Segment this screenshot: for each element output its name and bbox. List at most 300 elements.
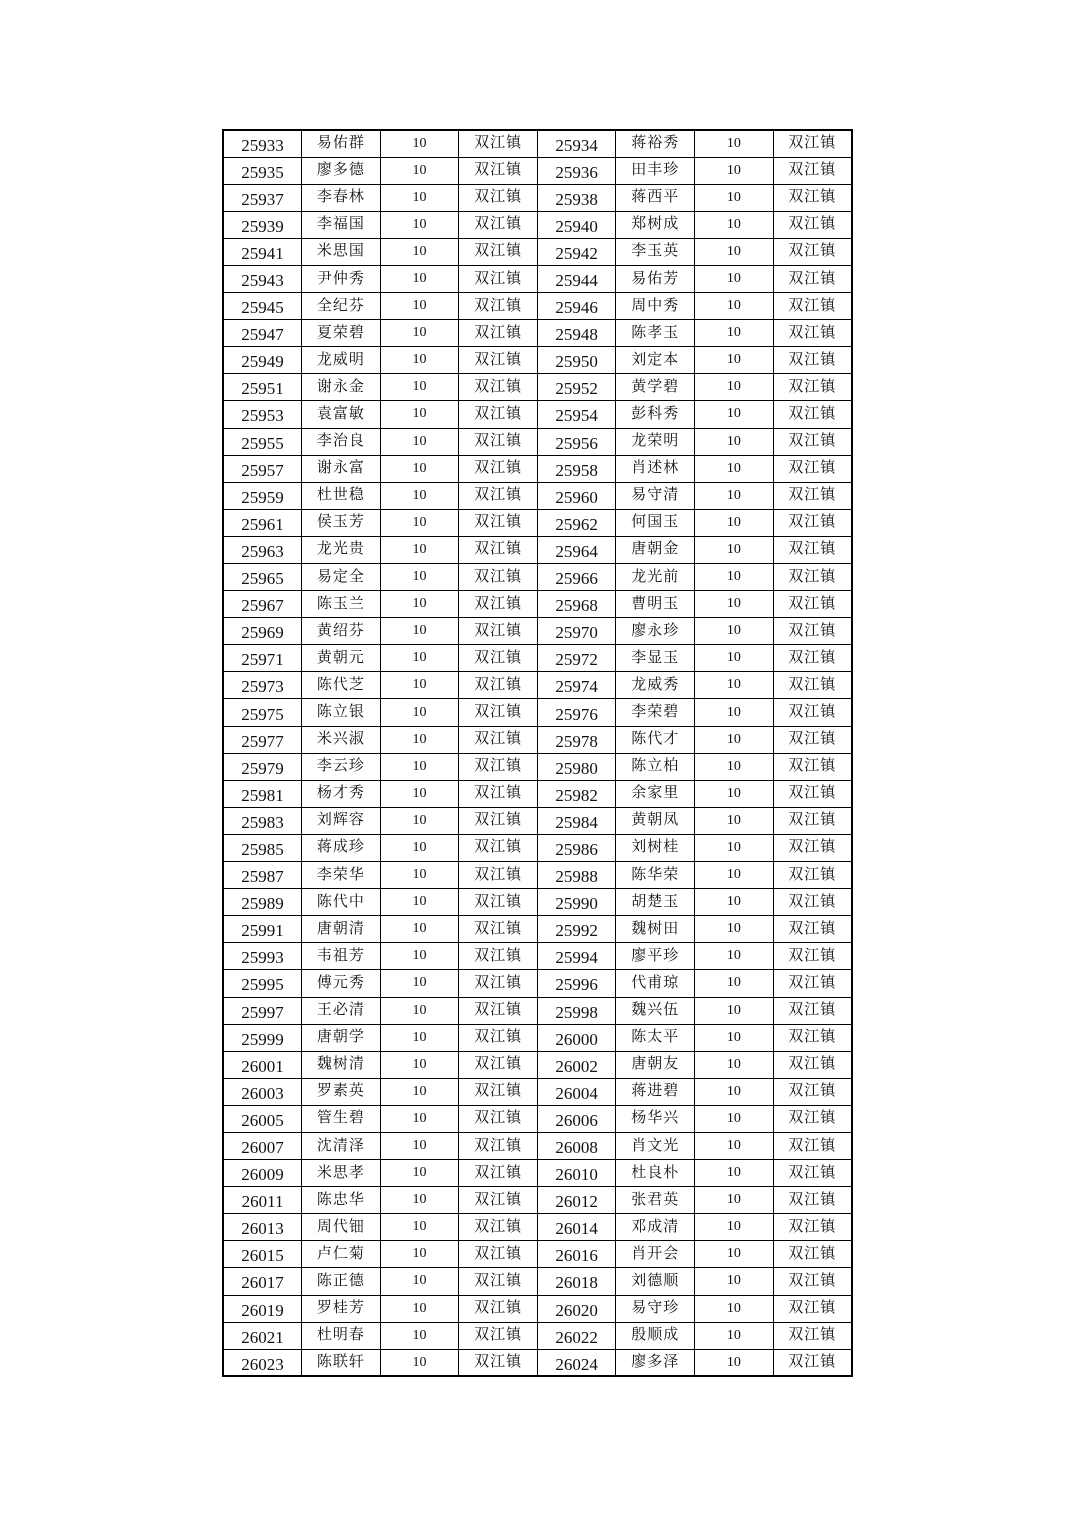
- right-quantity-cell: 10: [695, 1160, 774, 1187]
- left-record-id-cell: 25995: [223, 970, 302, 997]
- table-row: [223, 970, 852, 997]
- table-row: [223, 618, 852, 645]
- right-record-id-cell: 26018: [537, 1268, 616, 1295]
- right-record-id-cell: 25958: [537, 455, 616, 482]
- right-record-id-cell: 25986: [537, 834, 616, 861]
- right-town-cell: 双江镇: [773, 1105, 852, 1132]
- right-town-cell: 双江镇: [773, 374, 852, 401]
- right-person-name-cell: 蒋裕秀: [616, 130, 695, 157]
- left-town-cell: 双江镇: [459, 1187, 538, 1214]
- right-person-name-cell: 陈代才: [616, 726, 695, 753]
- left-town-cell: 双江镇: [459, 238, 538, 265]
- right-record-id-cell: 25988: [537, 862, 616, 889]
- left-quantity-cell: 10: [380, 1322, 459, 1349]
- right-town-cell: 双江镇: [773, 1322, 852, 1349]
- right-town-cell: 双江镇: [773, 862, 852, 889]
- left-record-id-cell: 25969: [223, 618, 302, 645]
- left-quantity-cell: 10: [380, 1132, 459, 1159]
- left-person-name-cell: 王必清: [302, 997, 381, 1024]
- right-quantity-cell: 10: [695, 997, 774, 1024]
- left-record-id-cell: 25943: [223, 265, 302, 292]
- right-person-name-cell: 邓成清: [616, 1214, 695, 1241]
- right-person-name-cell: 陈孝玉: [616, 320, 695, 347]
- right-quantity-cell: 10: [695, 753, 774, 780]
- right-quantity-cell: 10: [695, 1268, 774, 1295]
- left-person-name-cell: 易佑群: [302, 130, 381, 157]
- left-town-cell: 双江镇: [459, 780, 538, 807]
- right-quantity-cell: 10: [695, 1051, 774, 1078]
- right-record-id-cell: 25976: [537, 699, 616, 726]
- right-record-id-cell: 26024: [537, 1349, 616, 1376]
- left-person-name-cell: 刘辉容: [302, 807, 381, 834]
- left-record-id-cell: 25947: [223, 320, 302, 347]
- left-person-name-cell: 陈玉兰: [302, 591, 381, 618]
- left-person-name-cell: 管生碧: [302, 1105, 381, 1132]
- right-quantity-cell: 10: [695, 916, 774, 943]
- left-quantity-cell: 10: [380, 265, 459, 292]
- table-row: [223, 374, 852, 401]
- right-person-name-cell: 代甫琼: [616, 970, 695, 997]
- right-record-id-cell: 26020: [537, 1295, 616, 1322]
- table-row: [223, 347, 852, 374]
- left-record-id-cell: 25981: [223, 780, 302, 807]
- left-town-cell: 双江镇: [459, 726, 538, 753]
- right-person-name-cell: 杨华兴: [616, 1105, 695, 1132]
- right-quantity-cell: 10: [695, 509, 774, 536]
- right-quantity-cell: 10: [695, 726, 774, 753]
- right-record-id-cell: 25978: [537, 726, 616, 753]
- left-town-cell: 双江镇: [459, 428, 538, 455]
- left-town-cell: 双江镇: [459, 157, 538, 184]
- right-record-id-cell: 25960: [537, 482, 616, 509]
- right-person-name-cell: 余家里: [616, 780, 695, 807]
- left-quantity-cell: 10: [380, 293, 459, 320]
- right-record-id-cell: 25952: [537, 374, 616, 401]
- table-row: [223, 1160, 852, 1187]
- left-person-name-cell: 陈代中: [302, 889, 381, 916]
- right-quantity-cell: 10: [695, 482, 774, 509]
- roster-table: [222, 129, 853, 1377]
- table-row: [223, 672, 852, 699]
- table-row: [223, 238, 852, 265]
- right-record-id-cell: 25934: [537, 130, 616, 157]
- right-record-id-cell: 25956: [537, 428, 616, 455]
- right-quantity-cell: 10: [695, 1132, 774, 1159]
- right-record-id-cell: 25942: [537, 238, 616, 265]
- left-person-name-cell: 杨才秀: [302, 780, 381, 807]
- left-quantity-cell: 10: [380, 834, 459, 861]
- left-town-cell: 双江镇: [459, 1051, 538, 1078]
- table-row: [223, 509, 852, 536]
- right-record-id-cell: 25982: [537, 780, 616, 807]
- right-person-name-cell: 唐朝金: [616, 536, 695, 563]
- table-row: [223, 157, 852, 184]
- left-quantity-cell: 10: [380, 889, 459, 916]
- left-person-name-cell: 龙光贵: [302, 536, 381, 563]
- left-quantity-cell: 10: [380, 1051, 459, 1078]
- left-person-name-cell: 谢永富: [302, 455, 381, 482]
- right-quantity-cell: 10: [695, 428, 774, 455]
- right-quantity-cell: 10: [695, 943, 774, 970]
- right-record-id-cell: 26008: [537, 1132, 616, 1159]
- left-record-id-cell: 25967: [223, 591, 302, 618]
- right-person-name-cell: 龙光前: [616, 564, 695, 591]
- left-person-name-cell: 龙威明: [302, 347, 381, 374]
- left-town-cell: 双江镇: [459, 211, 538, 238]
- right-quantity-cell: 10: [695, 672, 774, 699]
- right-record-id-cell: 25946: [537, 293, 616, 320]
- left-record-id-cell: 25935: [223, 157, 302, 184]
- table-row: [223, 1078, 852, 1105]
- right-person-name-cell: 肖文光: [616, 1132, 695, 1159]
- left-record-id-cell: 26023: [223, 1349, 302, 1376]
- table-row: [223, 726, 852, 753]
- right-town-cell: 双江镇: [773, 347, 852, 374]
- right-quantity-cell: 10: [695, 1187, 774, 1214]
- left-quantity-cell: 10: [380, 645, 459, 672]
- table-row: [223, 428, 852, 455]
- right-record-id-cell: 25936: [537, 157, 616, 184]
- left-town-cell: 双江镇: [459, 699, 538, 726]
- table-row: [223, 265, 852, 292]
- table-row: [223, 916, 852, 943]
- left-record-id-cell: 25965: [223, 564, 302, 591]
- left-person-name-cell: 蒋成珍: [302, 834, 381, 861]
- right-town-cell: 双江镇: [773, 726, 852, 753]
- right-town-cell: 双江镇: [773, 916, 852, 943]
- right-quantity-cell: 10: [695, 1078, 774, 1105]
- left-record-id-cell: 26021: [223, 1322, 302, 1349]
- left-quantity-cell: 10: [380, 591, 459, 618]
- left-quantity-cell: 10: [380, 862, 459, 889]
- left-record-id-cell: 26009: [223, 1160, 302, 1187]
- right-record-id-cell: 26012: [537, 1187, 616, 1214]
- table-row: [223, 1187, 852, 1214]
- right-person-name-cell: 李显玉: [616, 645, 695, 672]
- left-record-id-cell: 26019: [223, 1295, 302, 1322]
- left-town-cell: 双江镇: [459, 1322, 538, 1349]
- left-quantity-cell: 10: [380, 1105, 459, 1132]
- right-person-name-cell: 龙荣明: [616, 428, 695, 455]
- right-town-cell: 双江镇: [773, 834, 852, 861]
- left-person-name-cell: 罗桂芳: [302, 1295, 381, 1322]
- left-record-id-cell: 25933: [223, 130, 302, 157]
- right-town-cell: 双江镇: [773, 130, 852, 157]
- left-town-cell: 双江镇: [459, 265, 538, 292]
- left-quantity-cell: 10: [380, 916, 459, 943]
- left-record-id-cell: 25993: [223, 943, 302, 970]
- right-person-name-cell: 曹明玉: [616, 591, 695, 618]
- table-row: [223, 699, 852, 726]
- right-person-name-cell: 蒋进碧: [616, 1078, 695, 1105]
- left-person-name-cell: 李治良: [302, 428, 381, 455]
- left-town-cell: 双江镇: [459, 834, 538, 861]
- left-town-cell: 双江镇: [459, 374, 538, 401]
- left-town-cell: 双江镇: [459, 509, 538, 536]
- left-quantity-cell: 10: [380, 1160, 459, 1187]
- left-town-cell: 双江镇: [459, 807, 538, 834]
- left-town-cell: 双江镇: [459, 130, 538, 157]
- roster-table-body: [223, 130, 852, 1376]
- right-record-id-cell: 25984: [537, 807, 616, 834]
- right-person-name-cell: 廖永珍: [616, 618, 695, 645]
- right-town-cell: 双江镇: [773, 428, 852, 455]
- left-person-name-cell: 尹仲秀: [302, 265, 381, 292]
- right-town-cell: 双江镇: [773, 1132, 852, 1159]
- right-person-name-cell: 彭科秀: [616, 401, 695, 428]
- left-record-id-cell: 25955: [223, 428, 302, 455]
- right-record-id-cell: 25962: [537, 509, 616, 536]
- left-person-name-cell: 李荣华: [302, 862, 381, 889]
- left-town-cell: 双江镇: [459, 916, 538, 943]
- right-town-cell: 双江镇: [773, 1295, 852, 1322]
- left-person-name-cell: 杜世稳: [302, 482, 381, 509]
- right-quantity-cell: 10: [695, 834, 774, 861]
- left-record-id-cell: 25941: [223, 238, 302, 265]
- left-quantity-cell: 10: [380, 943, 459, 970]
- right-town-cell: 双江镇: [773, 455, 852, 482]
- right-record-id-cell: 26010: [537, 1160, 616, 1187]
- right-record-id-cell: 25948: [537, 320, 616, 347]
- right-town-cell: 双江镇: [773, 1349, 852, 1376]
- right-person-name-cell: 蒋西平: [616, 184, 695, 211]
- right-record-id-cell: 25992: [537, 916, 616, 943]
- right-town-cell: 双江镇: [773, 401, 852, 428]
- table-row: [223, 645, 852, 672]
- table-row: [223, 1295, 852, 1322]
- right-town-cell: 双江镇: [773, 699, 852, 726]
- right-person-name-cell: 肖开会: [616, 1241, 695, 1268]
- right-person-name-cell: 肖述林: [616, 455, 695, 482]
- left-quantity-cell: 10: [380, 1268, 459, 1295]
- left-quantity-cell: 10: [380, 672, 459, 699]
- right-record-id-cell: 26014: [537, 1214, 616, 1241]
- left-record-id-cell: 25959: [223, 482, 302, 509]
- table-row: [223, 1132, 852, 1159]
- left-quantity-cell: 10: [380, 1295, 459, 1322]
- left-person-name-cell: 罗素英: [302, 1078, 381, 1105]
- right-quantity-cell: 10: [695, 1024, 774, 1051]
- right-person-name-cell: 刘德顺: [616, 1268, 695, 1295]
- right-town-cell: 双江镇: [773, 889, 852, 916]
- left-person-name-cell: 袁富敏: [302, 401, 381, 428]
- left-quantity-cell: 10: [380, 157, 459, 184]
- left-record-id-cell: 25985: [223, 834, 302, 861]
- left-quantity-cell: 10: [380, 320, 459, 347]
- left-person-name-cell: 唐朝学: [302, 1024, 381, 1051]
- left-person-name-cell: 韦祖芳: [302, 943, 381, 970]
- table-row: [223, 1051, 852, 1078]
- right-town-cell: 双江镇: [773, 645, 852, 672]
- left-quantity-cell: 10: [380, 807, 459, 834]
- left-quantity-cell: 10: [380, 699, 459, 726]
- left-person-name-cell: 谢永金: [302, 374, 381, 401]
- right-town-cell: 双江镇: [773, 293, 852, 320]
- left-record-id-cell: 26017: [223, 1268, 302, 1295]
- left-person-name-cell: 魏树清: [302, 1051, 381, 1078]
- left-quantity-cell: 10: [380, 1349, 459, 1376]
- right-quantity-cell: 10: [695, 1214, 774, 1241]
- left-record-id-cell: 25975: [223, 699, 302, 726]
- left-record-id-cell: 26007: [223, 1132, 302, 1159]
- table-row: [223, 401, 852, 428]
- right-person-name-cell: 郑树成: [616, 211, 695, 238]
- left-person-name-cell: 米兴淑: [302, 726, 381, 753]
- right-town-cell: 双江镇: [773, 807, 852, 834]
- table-row: [223, 130, 852, 157]
- right-town-cell: 双江镇: [773, 618, 852, 645]
- right-person-name-cell: 廖平珍: [616, 943, 695, 970]
- right-record-id-cell: 26006: [537, 1105, 616, 1132]
- right-person-name-cell: 唐朝友: [616, 1051, 695, 1078]
- table-row: [223, 482, 852, 509]
- right-person-name-cell: 黄朝凤: [616, 807, 695, 834]
- right-record-id-cell: 25994: [537, 943, 616, 970]
- left-town-cell: 双江镇: [459, 536, 538, 563]
- left-town-cell: 双江镇: [459, 401, 538, 428]
- left-town-cell: 双江镇: [459, 320, 538, 347]
- left-record-id-cell: 26001: [223, 1051, 302, 1078]
- left-town-cell: 双江镇: [459, 1105, 538, 1132]
- left-town-cell: 双江镇: [459, 1214, 538, 1241]
- left-record-id-cell: 25977: [223, 726, 302, 753]
- left-record-id-cell: 25963: [223, 536, 302, 563]
- right-town-cell: 双江镇: [773, 564, 852, 591]
- left-record-id-cell: 25961: [223, 509, 302, 536]
- left-quantity-cell: 10: [380, 374, 459, 401]
- table-row: [223, 862, 852, 889]
- left-person-name-cell: 傅元秀: [302, 970, 381, 997]
- left-town-cell: 双江镇: [459, 862, 538, 889]
- right-record-id-cell: 25996: [537, 970, 616, 997]
- right-town-cell: 双江镇: [773, 1051, 852, 1078]
- left-town-cell: 双江镇: [459, 482, 538, 509]
- right-person-name-cell: 杜良朴: [616, 1160, 695, 1187]
- left-quantity-cell: 10: [380, 997, 459, 1024]
- right-town-cell: 双江镇: [773, 1214, 852, 1241]
- right-quantity-cell: 10: [695, 320, 774, 347]
- right-person-name-cell: 龙威秀: [616, 672, 695, 699]
- right-person-name-cell: 胡楚玉: [616, 889, 695, 916]
- right-quantity-cell: 10: [695, 970, 774, 997]
- table-row: [223, 753, 852, 780]
- left-quantity-cell: 10: [380, 238, 459, 265]
- left-town-cell: 双江镇: [459, 293, 538, 320]
- right-record-id-cell: 25968: [537, 591, 616, 618]
- left-record-id-cell: 25951: [223, 374, 302, 401]
- table-row: [223, 564, 852, 591]
- left-record-id-cell: 25953: [223, 401, 302, 428]
- right-record-id-cell: 25938: [537, 184, 616, 211]
- left-town-cell: 双江镇: [459, 1349, 538, 1376]
- right-record-id-cell: 25970: [537, 618, 616, 645]
- table-row: [223, 1349, 852, 1376]
- left-town-cell: 双江镇: [459, 753, 538, 780]
- right-record-id-cell: 26000: [537, 1024, 616, 1051]
- right-record-id-cell: 26016: [537, 1241, 616, 1268]
- left-quantity-cell: 10: [380, 211, 459, 238]
- table-row: [223, 1105, 852, 1132]
- right-town-cell: 双江镇: [773, 591, 852, 618]
- right-quantity-cell: 10: [695, 591, 774, 618]
- left-town-cell: 双江镇: [459, 455, 538, 482]
- left-quantity-cell: 10: [380, 1214, 459, 1241]
- left-town-cell: 双江镇: [459, 672, 538, 699]
- left-person-name-cell: 米思国: [302, 238, 381, 265]
- right-record-id-cell: 25964: [537, 536, 616, 563]
- right-record-id-cell: 25980: [537, 753, 616, 780]
- right-person-name-cell: 陈太平: [616, 1024, 695, 1051]
- left-record-id-cell: 25971: [223, 645, 302, 672]
- right-record-id-cell: 25954: [537, 401, 616, 428]
- left-record-id-cell: 26005: [223, 1105, 302, 1132]
- right-town-cell: 双江镇: [773, 211, 852, 238]
- left-quantity-cell: 10: [380, 1187, 459, 1214]
- right-quantity-cell: 10: [695, 401, 774, 428]
- left-quantity-cell: 10: [380, 970, 459, 997]
- right-quantity-cell: 10: [695, 536, 774, 563]
- left-town-cell: 双江镇: [459, 591, 538, 618]
- left-town-cell: 双江镇: [459, 1024, 538, 1051]
- right-town-cell: 双江镇: [773, 1268, 852, 1295]
- right-quantity-cell: 10: [695, 374, 774, 401]
- left-person-name-cell: 易定全: [302, 564, 381, 591]
- right-quantity-cell: 10: [695, 265, 774, 292]
- left-record-id-cell: 26013: [223, 1214, 302, 1241]
- right-record-id-cell: 25974: [537, 672, 616, 699]
- left-town-cell: 双江镇: [459, 564, 538, 591]
- left-person-name-cell: 陈立银: [302, 699, 381, 726]
- left-record-id-cell: 25949: [223, 347, 302, 374]
- left-town-cell: 双江镇: [459, 618, 538, 645]
- right-record-id-cell: 26004: [537, 1078, 616, 1105]
- right-town-cell: 双江镇: [773, 1241, 852, 1268]
- left-person-name-cell: 周代钿: [302, 1214, 381, 1241]
- left-record-id-cell: 26015: [223, 1241, 302, 1268]
- left-quantity-cell: 10: [380, 184, 459, 211]
- left-record-id-cell: 25991: [223, 916, 302, 943]
- right-town-cell: 双江镇: [773, 672, 852, 699]
- left-record-id-cell: 25989: [223, 889, 302, 916]
- left-person-name-cell: 唐朝清: [302, 916, 381, 943]
- right-person-name-cell: 刘定本: [616, 347, 695, 374]
- left-town-cell: 双江镇: [459, 943, 538, 970]
- right-town-cell: 双江镇: [773, 238, 852, 265]
- right-town-cell: 双江镇: [773, 997, 852, 1024]
- right-person-name-cell: 易佑芳: [616, 265, 695, 292]
- left-record-id-cell: 26003: [223, 1078, 302, 1105]
- right-person-name-cell: 魏兴伍: [616, 997, 695, 1024]
- table-row: [223, 536, 852, 563]
- left-person-name-cell: 黄绍芬: [302, 618, 381, 645]
- right-quantity-cell: 10: [695, 618, 774, 645]
- left-town-cell: 双江镇: [459, 1295, 538, 1322]
- right-quantity-cell: 10: [695, 347, 774, 374]
- table-row: [223, 591, 852, 618]
- right-quantity-cell: 10: [695, 862, 774, 889]
- left-town-cell: 双江镇: [459, 184, 538, 211]
- right-person-name-cell: 刘树桂: [616, 834, 695, 861]
- left-quantity-cell: 10: [380, 455, 459, 482]
- right-record-id-cell: 25998: [537, 997, 616, 1024]
- left-quantity-cell: 10: [380, 509, 459, 536]
- left-person-name-cell: 陈代芝: [302, 672, 381, 699]
- left-town-cell: 双江镇: [459, 1241, 538, 1268]
- right-quantity-cell: 10: [695, 157, 774, 184]
- left-town-cell: 双江镇: [459, 1078, 538, 1105]
- table-row: [223, 780, 852, 807]
- left-town-cell: 双江镇: [459, 1132, 538, 1159]
